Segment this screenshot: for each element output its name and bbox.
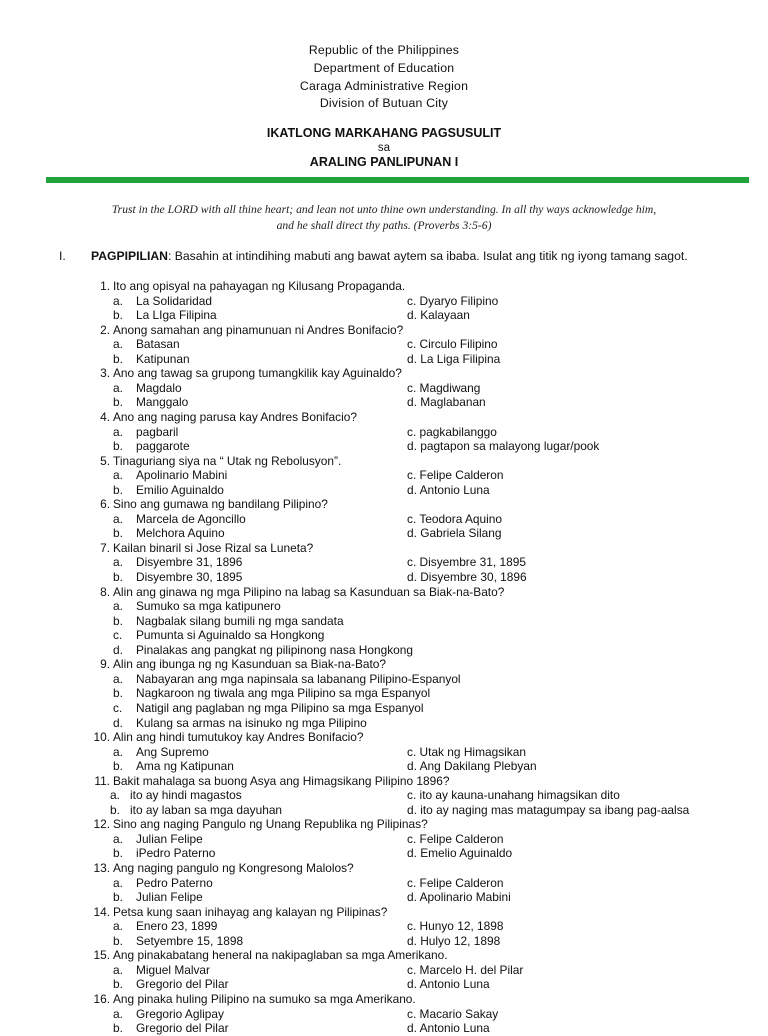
question-text: Tinaguriang siya na “ Utak ng Rebolusyon”. [113, 453, 342, 468]
option-right: c. Circulo Filipino [407, 337, 498, 352]
option-right: d. Gabriela Silang [407, 526, 502, 541]
option-right: d. Disyembre 30, 1896 [407, 570, 527, 584]
question-number: 10. [93, 730, 110, 745]
option-row [0, 1021, 768, 1036]
option-text: Setyembre 15, 1898 [136, 933, 244, 948]
option-right: d. Ang Dakilang Plebyan [407, 759, 537, 774]
option-right: d. Kalayaan [407, 308, 470, 323]
question-row [0, 992, 768, 1007]
option-right: d. Apolinario Mabini [407, 890, 511, 905]
option-row [0, 643, 768, 658]
option-letter: b. [113, 846, 123, 861]
option-row [0, 439, 768, 454]
option-text: Emilio Aguinaldo [136, 482, 224, 497]
option-row [0, 628, 768, 643]
option-right: c. Utak ng Himagsikan [407, 744, 526, 759]
option-right: c. Macario Sakay [407, 1006, 499, 1021]
question-row [0, 905, 768, 920]
option-letter: c. [113, 628, 123, 643]
option-text: Julian Felipe [136, 890, 203, 905]
verse-line-1: Trust in the LORD with all thine heart; and lean not unto thine own understanding. In all thy ways acknowledge him, [111, 203, 657, 216]
option-row [0, 876, 768, 891]
option-row [0, 555, 768, 570]
header-region: Caraga Administrative Region [299, 79, 469, 93]
question-row [0, 817, 768, 832]
option-letter: b. [113, 570, 123, 584]
option-row [0, 716, 768, 731]
option-letter: a. [113, 962, 123, 977]
option-letter: a. [113, 424, 123, 439]
option-letter: b. [113, 482, 123, 497]
question-number: 8. [100, 584, 110, 599]
question-number: 15. [93, 948, 110, 963]
option-letter: b. [113, 933, 123, 948]
question-text: Anong samahan ang pinamunuan ni Andres Bonifacio? [113, 322, 404, 337]
option-row [0, 599, 768, 614]
option-text: La Solidaridad [136, 293, 213, 308]
option-letter: b. [113, 613, 123, 628]
question-text: Ano ang naging parusa kay Andres Bonifacio? [113, 409, 357, 424]
option-row [0, 672, 768, 687]
question-text: Ang naging pangulo ng Kongresong Malolos? [113, 861, 354, 875]
option-right: d. Antonio Luna [407, 1021, 490, 1036]
option-text: Sumuko sa mga katipunero [136, 599, 281, 614]
option-text: Disyembre 31, 1896 [136, 555, 243, 570]
option-letter: a. [113, 1006, 123, 1021]
option-letter: a. [113, 875, 123, 890]
option-letter: a. [113, 293, 123, 308]
option-text: ito ay laban sa mga dayuhan [130, 802, 283, 817]
question-text: Kailan binaril si Jose Rizal sa Luneta? [113, 540, 314, 555]
option-row [0, 294, 768, 309]
option-text: Gregorio Aglipay [136, 1006, 224, 1021]
option-row [0, 395, 768, 410]
exam-subject: ARALING PANLIPUNAN I [309, 155, 459, 169]
question-row [0, 774, 768, 789]
option-text: paggarote [136, 439, 190, 454]
question-row [0, 323, 768, 338]
question-row [0, 366, 768, 381]
option-text: Marcela de Agoncillo [136, 511, 246, 526]
option-text: ito ay hindi magastos [130, 788, 242, 803]
option-right: d. Emelio Aguinaldo [407, 846, 513, 861]
option-row [0, 701, 768, 716]
title-connector: sa [377, 142, 391, 154]
option-letter: b. [113, 977, 123, 992]
question-row [0, 585, 768, 600]
header-department: Department of Education [313, 61, 455, 75]
option-letter: a. [113, 599, 123, 614]
option-row [0, 759, 768, 774]
option-row [0, 425, 768, 440]
option-row [0, 890, 768, 905]
question-row [0, 657, 768, 672]
option-text: Apolinario Mabini [136, 468, 228, 483]
option-letter: b. [113, 351, 123, 366]
option-text: Ang Supremo [136, 744, 209, 759]
option-text: Batasan [136, 337, 180, 352]
option-letter: b. [113, 1021, 123, 1036]
option-text: Disyembre 30, 1895 [136, 570, 243, 584]
option-text: Nagkaroon ng tiwala ang mga Pilipino sa mga Espanyol [136, 686, 431, 701]
option-text: Gregorio del Pilar [136, 1021, 229, 1036]
option-letter: b. [113, 686, 123, 701]
option-text: Ama ng Katipunan [136, 759, 234, 774]
option-right: c. Magdiwang [407, 380, 481, 395]
option-right: d. ito ay naging mas matagumpay sa ibang pag-aalsa [407, 802, 690, 817]
question-text: Ang pinaka huling Pilipino na sumuko sa mga Amerikano. [113, 991, 416, 1006]
option-text: pagbaril [136, 424, 179, 439]
option-right: c. Felipe Calderon [407, 468, 504, 483]
question-number: 3. [100, 366, 110, 381]
option-letter: b. [113, 759, 123, 774]
option-row [0, 381, 768, 396]
option-right: c. Teodora Aquino [407, 511, 502, 526]
question-text: Bakit mahalaga sa buong Asya ang Himagsikang Pilipino 1896? [113, 773, 450, 788]
option-letter: a. [113, 511, 123, 526]
question-number: 9. [100, 657, 110, 672]
option-text: Nabayaran ang mga napinsala sa labanang Pilipino-Espanyol [136, 671, 461, 686]
option-row [0, 352, 768, 367]
question-number: 7. [100, 540, 110, 555]
option-letter: b. [110, 802, 120, 817]
question-number: 16. [93, 991, 110, 1006]
question-number: 12. [93, 817, 110, 832]
option-right: d. Hulyo 12, 1898 [407, 933, 501, 948]
option-text: Natigil ang paglaban ng mga Pilipino sa mga Espanyol [136, 700, 424, 715]
option-right: d. La Liga Filipina [407, 351, 501, 366]
option-row [0, 919, 768, 934]
option-right: c. pagkabilanggo [407, 424, 497, 439]
option-text: Melchora Aquino [136, 526, 225, 541]
option-row [0, 483, 768, 498]
question-row [0, 497, 768, 512]
option-letter: a. [110, 788, 120, 803]
instruction-text: : Basahin at intindihing mabuti ang bawat aytem sa ibaba. Isulat ang titik ng iyong tamang sagot. [167, 249, 688, 263]
option-letter: c. [113, 700, 123, 715]
option-row [0, 614, 768, 629]
option-letter: d. [113, 715, 123, 730]
question-text: Alin ang ginawa ng mga Pilipino na labag sa Kasunduan sa Biak-na-Bato? [113, 584, 505, 599]
option-row [0, 526, 768, 541]
question-number: 2. [100, 322, 110, 337]
question-number: 1. [100, 279, 110, 293]
option-text: Pinalakas ang pangkat ng pilipinong nasa Hongkong [136, 642, 413, 657]
option-letter: a. [113, 337, 123, 352]
option-row [0, 308, 768, 323]
option-text: Magdalo [136, 380, 182, 395]
option-text: La LIga Filipina [136, 308, 217, 323]
option-letter: a. [113, 744, 123, 759]
option-row [0, 788, 768, 803]
exam-title: IKATLONG MARKAHANG PAGSUSULIT [266, 126, 502, 140]
option-letter: b. [113, 526, 123, 541]
question-text: Alin ang hindi tumutukoy kay Andres Bonifacio? [113, 730, 364, 745]
question-row [0, 454, 768, 469]
option-right: c. Marcelo H. del Pilar [407, 962, 524, 977]
option-row [0, 686, 768, 701]
question-text: Ito ang opisyal na pahayagan ng Kilusang Propaganda. [113, 279, 406, 293]
question-row [0, 279, 768, 294]
option-row [0, 468, 768, 483]
question-number: 11. [94, 773, 110, 788]
option-row [0, 1007, 768, 1022]
option-letter: a. [113, 831, 123, 846]
question-text: Ang pinakabatang heneral na nakipaglaban sa mga Amerikano. [113, 948, 448, 963]
section-instruction [91, 249, 688, 263]
option-row [0, 934, 768, 949]
option-letter: d. [113, 642, 123, 657]
option-right: c. Disyembre 31, 1895 [407, 555, 526, 570]
option-right: c. Hunyo 12, 1898 [407, 919, 504, 934]
option-letter: b. [113, 890, 123, 905]
option-row [0, 803, 768, 818]
option-text: Manggalo [136, 395, 189, 410]
option-text: Katipunan [136, 351, 190, 366]
question-row [0, 410, 768, 425]
question-row [0, 861, 768, 876]
option-text: Miguel Malvar [136, 962, 211, 977]
option-right: c. Felipe Calderon [407, 831, 504, 846]
green-divider [46, 177, 749, 183]
verse-line-2: and he shall direct thy paths. (Proverbs 3:5-6) [276, 219, 492, 232]
option-letter: b. [113, 439, 123, 454]
question-row [0, 948, 768, 963]
option-row [0, 512, 768, 527]
question-number: 14. [93, 904, 110, 919]
section-label: PAGPIPILIAN [91, 249, 168, 263]
option-row [0, 832, 768, 847]
option-text: Pedro Paterno [136, 875, 213, 890]
option-right: d. pagtapon sa malayong lugar/pook [407, 439, 600, 454]
option-row [0, 337, 768, 352]
question-row [0, 541, 768, 556]
option-row [0, 963, 768, 978]
option-right: d. Maglabanan [407, 395, 486, 410]
option-letter: a. [113, 380, 123, 395]
question-text: Sino ang gumawa ng bandilang Pilipino? [113, 497, 328, 512]
option-text: Nagbalak silang bumili ng mga sandata [136, 613, 344, 628]
option-row [0, 570, 768, 585]
header-republic: Republic of the Philippines [308, 43, 460, 57]
question-text: Alin ang ibunga ng ng Kasunduan sa Biak-na-Bato? [113, 657, 387, 672]
option-letter: a. [113, 468, 123, 483]
option-text: Enero 23, 1899 [136, 919, 218, 934]
question-number: 13. [93, 861, 110, 875]
option-right: c. ito ay kauna-unahang himagsikan dito [407, 788, 620, 803]
option-right: c. Dyaryo Filipino [407, 293, 499, 308]
option-text: Gregorio del Pilar [136, 977, 229, 992]
question-row [0, 730, 768, 745]
option-letter: b. [113, 395, 123, 410]
option-text: Julian Felipe [136, 831, 203, 846]
question-text: Petsa kung saan inihayag ang kalayan ng Pilipinas? [113, 904, 388, 919]
header-division: Division of Butuan City [319, 96, 449, 110]
option-letter: a. [113, 671, 123, 686]
option-right: d. Antonio Luna [407, 977, 490, 992]
option-row [0, 745, 768, 760]
question-number: 4. [100, 409, 110, 424]
question-text: Sino ang naging Pangulo ng Unang Republika ng Pilipinas? [113, 817, 428, 832]
option-letter: a. [113, 555, 123, 570]
option-right: d. Antonio Luna [407, 482, 490, 497]
option-row [0, 977, 768, 992]
section-number: I. [59, 249, 66, 263]
option-letter: a. [113, 919, 123, 934]
question-text: Ano ang tawag sa grupong tumangkilik kay Aguinaldo? [113, 366, 402, 381]
option-text: Pumunta si Aguinaldo sa Hongkong [136, 628, 325, 643]
question-number: 5. [100, 453, 110, 468]
option-row [0, 846, 768, 861]
option-right: c. Felipe Calderon [407, 875, 504, 890]
option-letter: b. [113, 308, 123, 323]
option-text: Kulang sa armas na isinuko ng mga Pilipino [136, 715, 367, 730]
option-text: iPedro Paterno [136, 846, 216, 861]
question-number: 6. [100, 497, 110, 512]
